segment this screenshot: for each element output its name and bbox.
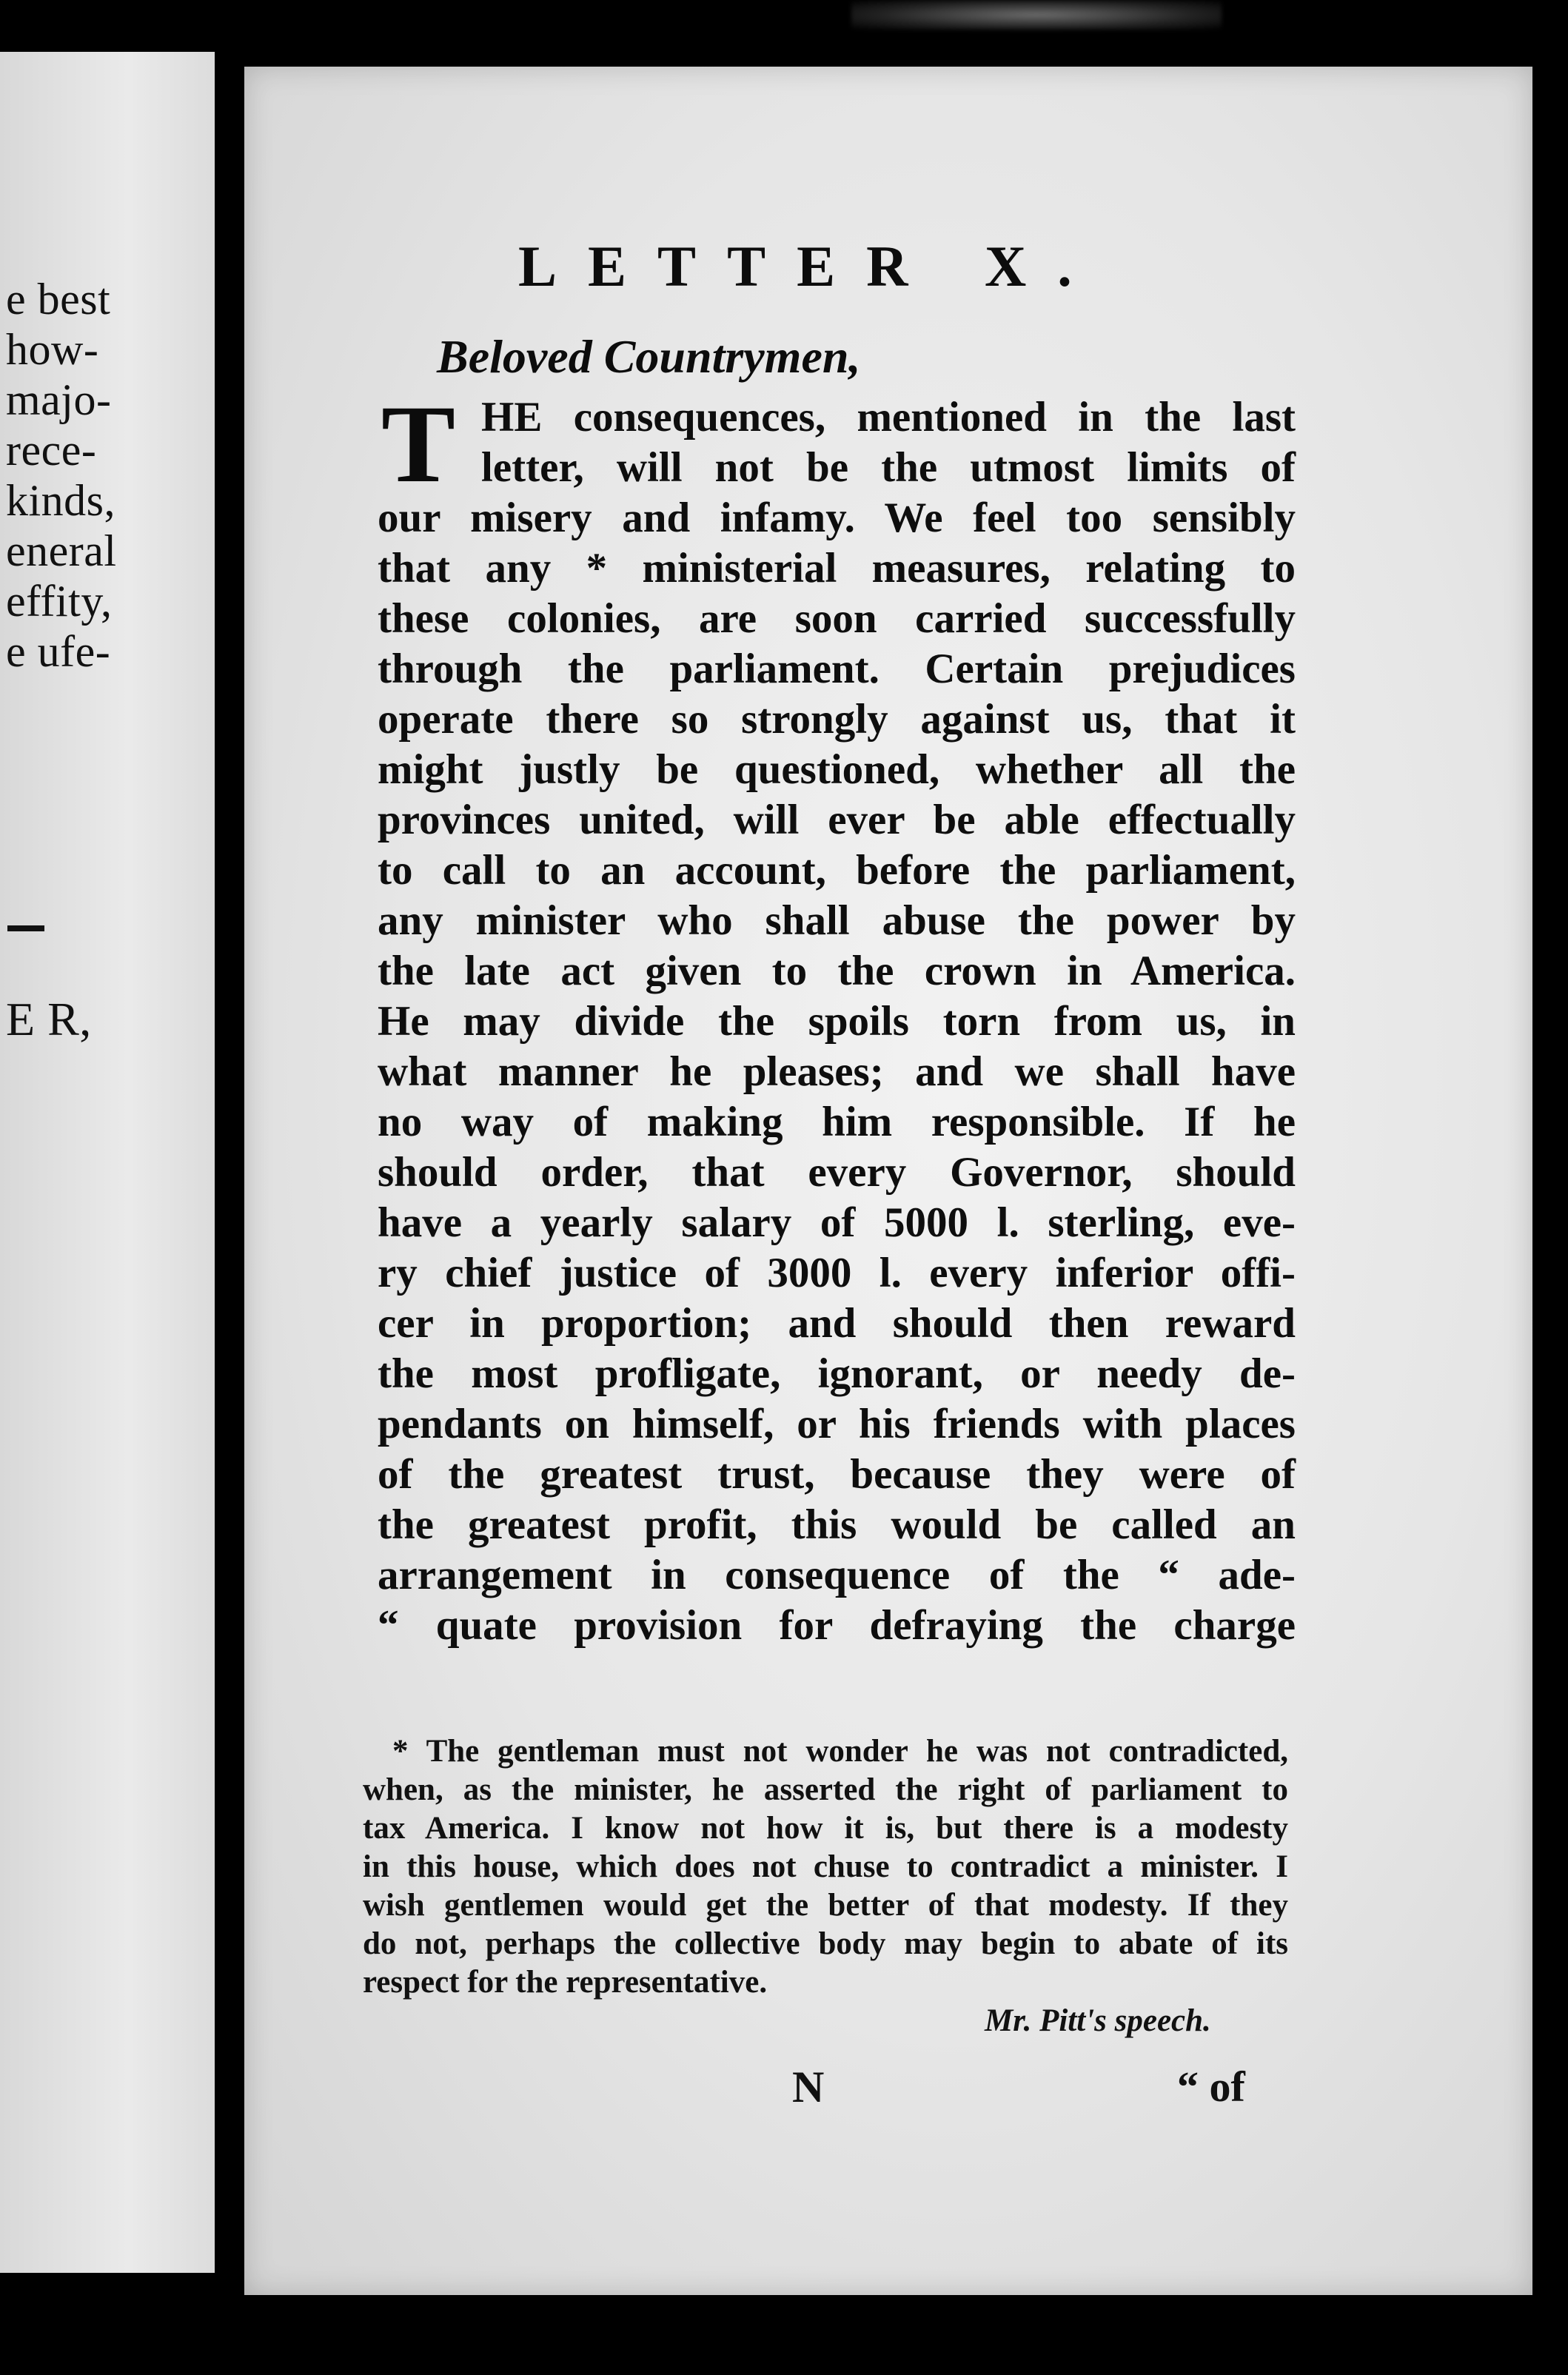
body-line: letter, will not be the utmost limits of — [481, 444, 1296, 491]
body-line: any minister who shall abuse the power by — [378, 897, 1296, 944]
body-line: of the greatest trust, because they were of — [378, 1451, 1296, 1498]
body-line: operate there so strongly against us, that it — [378, 696, 1296, 743]
footnote-line: * The gentleman must not wonder he was not contradicted, — [392, 1734, 1288, 1769]
body-line: should order, that every Governor, should — [378, 1149, 1296, 1196]
body-line: pendants on himself, or his friends with places — [378, 1401, 1296, 1447]
left-page-line: eneral — [6, 526, 117, 575]
body-line: the greatest profit, this would be called an — [378, 1501, 1296, 1548]
body-line: these colonies, are soon carried successfully — [378, 595, 1296, 642]
body-line: cer in proportion; and should then reward — [378, 1300, 1296, 1347]
catchword: “ of — [1177, 2063, 1245, 2111]
left-page-line: rece- — [6, 426, 97, 475]
body-line: to call to an account, before the parliament, — [378, 847, 1296, 894]
body-line: have a yearly salary of 5000 l. sterling, eve- — [378, 1199, 1296, 1246]
left-page-line: e best — [6, 275, 111, 324]
letter-body — [378, 383, 1296, 1651]
salutation: Beloved Countrymen, — [437, 330, 861, 383]
scan-artifact — [851, 0, 1222, 30]
left-page-fragment — [0, 52, 215, 2273]
left-page-line: effity, — [6, 577, 113, 626]
body-line: provinces united, will ever be able effectually — [378, 797, 1296, 843]
footnote-line: tax America. I know not how it is, but there is a modesty — [363, 1811, 1288, 1846]
letter-heading: LETTER X. — [518, 234, 1103, 298]
body-line: the most profligate, ignorant, or needy de- — [378, 1350, 1296, 1397]
left-page-line: majo- — [6, 375, 112, 424]
main-page — [244, 67, 1532, 2295]
footnote-attribution: Mr. Pitt's speech. — [985, 2003, 1211, 2038]
body-line: He may divide the spoils torn from us, in — [378, 998, 1296, 1045]
body-line: through the parliament. Certain prejudices — [378, 646, 1296, 692]
left-page-rule — [7, 925, 44, 931]
signature-mark: N — [792, 2063, 825, 2111]
footnote-line: in this house, which does not chuse to contradict a minister. I — [363, 1849, 1288, 1884]
footnote-line: respect for the representative. — [363, 1965, 768, 2000]
body-line: that any * ministerial measures, relating to — [378, 545, 1296, 592]
body-line: “ quate provision for defraying the charge — [378, 1602, 1296, 1649]
left-page-line: e ufe- — [6, 627, 111, 676]
drop-cap: T — [381, 383, 456, 506]
left-page-line: how- — [6, 325, 99, 374]
footnote-line: do not, perhaps the collective body may begin to abate of its — [363, 1926, 1288, 1961]
body-line: ry chief justice of 3000 l. every inferior offi- — [378, 1250, 1296, 1296]
footnote — [363, 1732, 1288, 2002]
body-line: arrangement in consequence of the “ ade- — [378, 1552, 1296, 1598]
body-line: might justly be questioned, whether all the — [378, 746, 1296, 793]
body-line: the late act given to the crown in America. — [378, 948, 1296, 994]
footnote-line: wish gentlemen would get the better of that modesty. If they — [363, 1888, 1288, 1923]
left-page-line: kinds, — [6, 476, 116, 525]
body-line: what manner he pleases; and we shall have — [378, 1048, 1296, 1095]
body-line: our misery and infamy. We feel too sensibly — [378, 495, 1296, 541]
body-line: no way of making him responsible. If he — [378, 1099, 1296, 1145]
footnote-line: when, as the minister, he asserted the right of parliament to — [363, 1772, 1288, 1807]
body-line: HE consequences, mentioned in the last — [481, 394, 1296, 441]
binding-gutter — [222, 52, 240, 2332]
left-page-heading-fragment: E R, — [6, 993, 92, 1045]
